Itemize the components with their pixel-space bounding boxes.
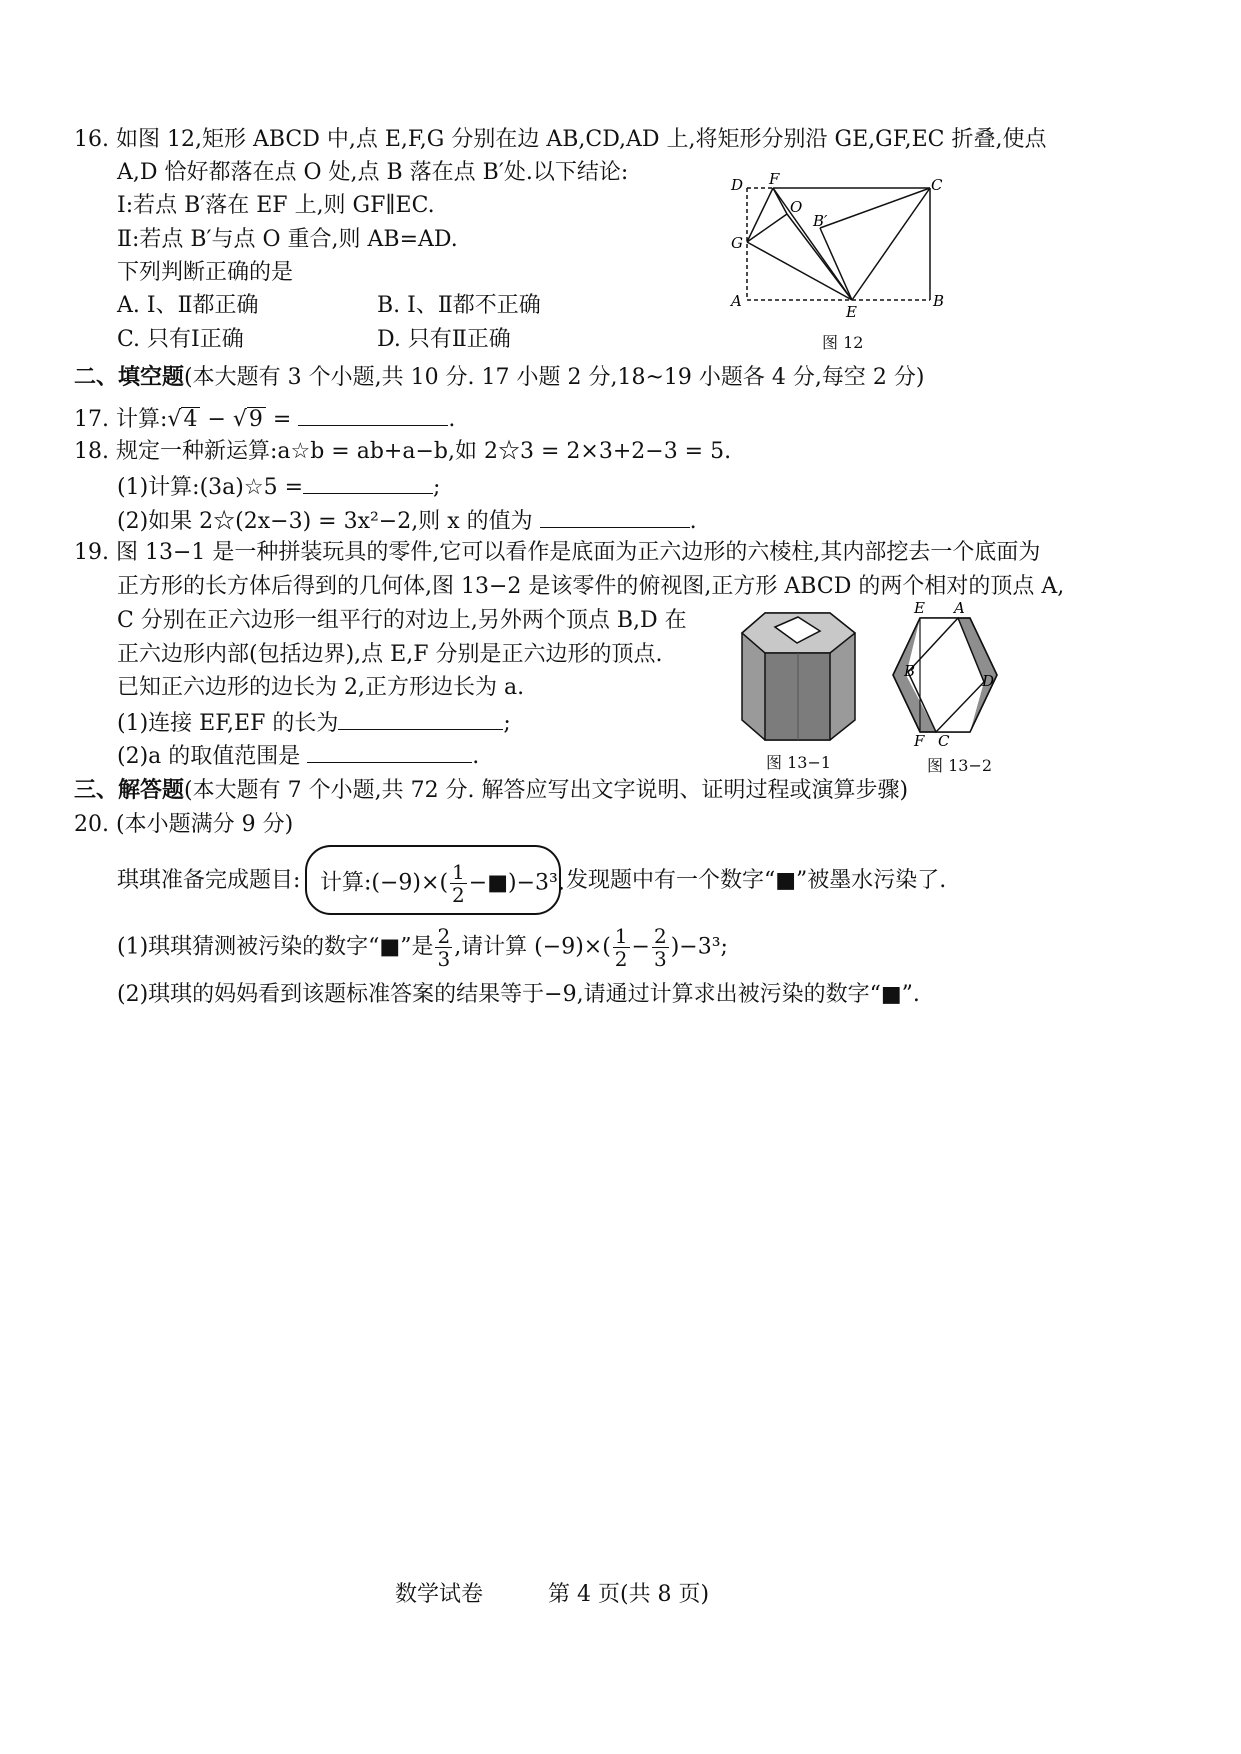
- section3-title: 三、解答题: [74, 777, 185, 803]
- q17-equals: =: [265, 407, 299, 432]
- q16-claim1: Ⅰ:若点 B′落在 EF 上,则 GF∥EC.: [117, 193, 435, 218]
- figure-13-2: [880, 600, 1010, 750]
- q16-line1: 16. 如图 12,矩形 ABCD 中,点 E,F,G 分别在边 AB,CD,AD 上,将矩形分别沿 GE,GF,EC 折叠,使点: [74, 127, 1047, 152]
- fig12-label-o: O: [790, 198, 803, 216]
- q19-part2: [117, 740, 479, 772]
- fig12-label-f: F: [769, 170, 780, 188]
- q20-part1-b: ,请计算 (−9)×(: [454, 934, 611, 960]
- footer-page: 第 4 页(共 8 页): [548, 1582, 710, 1607]
- fig13-2-label-f: F: [914, 732, 925, 750]
- q20-after: 发现题中有一个数字“■”被墨水污染了.: [566, 868, 947, 893]
- q20-box-mid: −■)−3³.: [468, 870, 565, 896]
- q20-box-pre: 计算:(−9)×(: [320, 870, 449, 896]
- q19-line3: C 分别在正六边形一组平行的对边上,另外两个顶点 B,D 在: [117, 608, 687, 633]
- q20-part1: [117, 925, 728, 970]
- q19-part1-text: (1)连接 EF,EF 的长为: [117, 711, 339, 736]
- fig13-1-caption: 图 13−1: [766, 753, 832, 772]
- q20-score: (本小题满分 9 分): [116, 812, 294, 837]
- q17-radicand-1: 4: [181, 407, 200, 432]
- fig12-label-a: A: [731, 292, 742, 310]
- q19-line2: 正方形的长方体后得到的几何体,图 13−2 是该零件的俯视图,正方形 ABCD 的两个相对的顶点 A,: [117, 574, 1065, 599]
- fig13-2-label-e: E: [914, 600, 925, 617]
- fig12-label-c: C: [931, 176, 943, 194]
- q17-radicand-2: 9: [247, 407, 266, 432]
- q16-option-b: B. Ⅰ、Ⅱ都不正确: [377, 293, 541, 318]
- q18-part2-blank[interactable]: [540, 505, 690, 528]
- q18-part1-text: (1)计算:(3a)☆5 =: [117, 475, 304, 500]
- fig13-2-label-c: C: [938, 732, 950, 750]
- figure-12: [725, 170, 955, 320]
- q17-answer-blank[interactable]: [298, 403, 448, 426]
- q16-line2: A,D 恰好都落在点 O 处,点 B 落在点 B′处.以下结论:: [117, 160, 629, 185]
- fig12-caption: 图 12: [822, 333, 864, 352]
- q19-part2-blank[interactable]: [307, 740, 472, 763]
- q19-line1: 19. 图 13−1 是一种拼装玩具的零件,它可以看作是底面为正六边形的六棱柱,其内部挖去一个底面为: [74, 540, 1041, 565]
- section3-note: (本大题有 7 个小题,共 72 分. 解答应写出文字说明、证明过程或演算步骤): [184, 778, 909, 803]
- q20-part1-frac-guess: $\frac{2}{3}$: [437, 924, 451, 971]
- q17: 17. 计算:√4 − √9 = .: [74, 403, 455, 435]
- section2-note: (本大题有 3 个小题,共 10 分. 17 小题 2 分,18~19 小题各 4 分,每空 2 分): [184, 365, 925, 390]
- footer-subject: 数学试卷: [395, 1582, 484, 1607]
- fig13-2-caption: 图 13−2: [927, 756, 993, 775]
- fig13-2-label-a: A: [954, 600, 965, 617]
- q18-part1: [117, 471, 440, 503]
- q20-part2: (2)琪琪的妈妈看到该题标准答案的结果等于−9,请通过计算求出被污染的数字“■”.: [117, 982, 920, 1007]
- q20-part1-c: −: [631, 934, 650, 960]
- q16-option-a: A. Ⅰ、Ⅱ都正确: [117, 293, 259, 318]
- q20-box-frac: $\frac{1}{2}$: [452, 860, 465, 907]
- q19-part1-blank[interactable]: [338, 707, 503, 730]
- fig12-label-d: D: [731, 176, 744, 194]
- q18-part1-blank[interactable]: [303, 471, 433, 494]
- section3-header: [74, 775, 908, 806]
- q19-line4: 正六边形内部(包括边界),点 E,F 分别是正六边形的顶点.: [117, 642, 663, 667]
- q20-box-content: [320, 861, 565, 906]
- section2-title: 二、填空题: [74, 364, 185, 390]
- q18-part2: [117, 505, 697, 537]
- q20-part1-frac-twothird: $\frac{2}{3}$: [653, 924, 667, 971]
- q19-part1-end: ;: [503, 711, 511, 736]
- q18-part1-end: ;: [433, 475, 441, 500]
- q18-line1: 18. 规定一种新运算:a☆b = ab+a−b,如 2☆3 = 2×3+2−3 = 5.: [74, 439, 732, 464]
- fig12-label-b-prime: B′: [813, 212, 828, 230]
- q16-option-d: D. 只有Ⅱ正确: [377, 327, 511, 352]
- q19-part2-text: (2)a 的取值范围是: [117, 744, 301, 769]
- fig12-label-e: E: [846, 303, 857, 320]
- q16-option-c: C. 只有Ⅰ正确: [117, 327, 244, 352]
- fig13-2-label-b: B: [904, 662, 916, 680]
- q17-minus: −: [200, 407, 233, 432]
- q16-claim2: Ⅱ:若点 B′与点 O 重合,则 AB=AD.: [117, 227, 458, 252]
- q17-pre: 计算:: [116, 407, 168, 432]
- q20-num: 20.: [74, 812, 109, 837]
- fig12-label-g: G: [731, 234, 743, 252]
- q20-part1-a: (1)琪琪猜测被污染的数字“■”是: [117, 934, 434, 960]
- q17-end: .: [448, 407, 456, 432]
- fig13-2-label-d: D: [982, 672, 995, 690]
- fig12-label-b: B: [933, 292, 945, 310]
- q20-lead: 琪琪准备完成题目:: [117, 868, 301, 893]
- q20-part1-frac-half: $\frac{1}{2}$: [614, 924, 628, 971]
- q20-header: [74, 810, 293, 840]
- figure-13-1: [720, 605, 865, 745]
- q19-line5: 已知正六边形的边长为 2,正方形边长为 a.: [117, 675, 525, 700]
- q20-part1-d: )−3³;: [670, 934, 728, 960]
- q17-num: 17.: [74, 407, 109, 432]
- q19-part2-end: .: [472, 744, 480, 769]
- section2-header: [74, 362, 924, 393]
- q19-part1: [117, 707, 511, 739]
- q16-ask: 下列判断正确的是: [117, 260, 294, 285]
- q18-part2-end: .: [689, 509, 697, 534]
- q18-part2-text: (2)如果 2☆(2x−3) = 3x²−2,则 x 的值为: [117, 509, 533, 534]
